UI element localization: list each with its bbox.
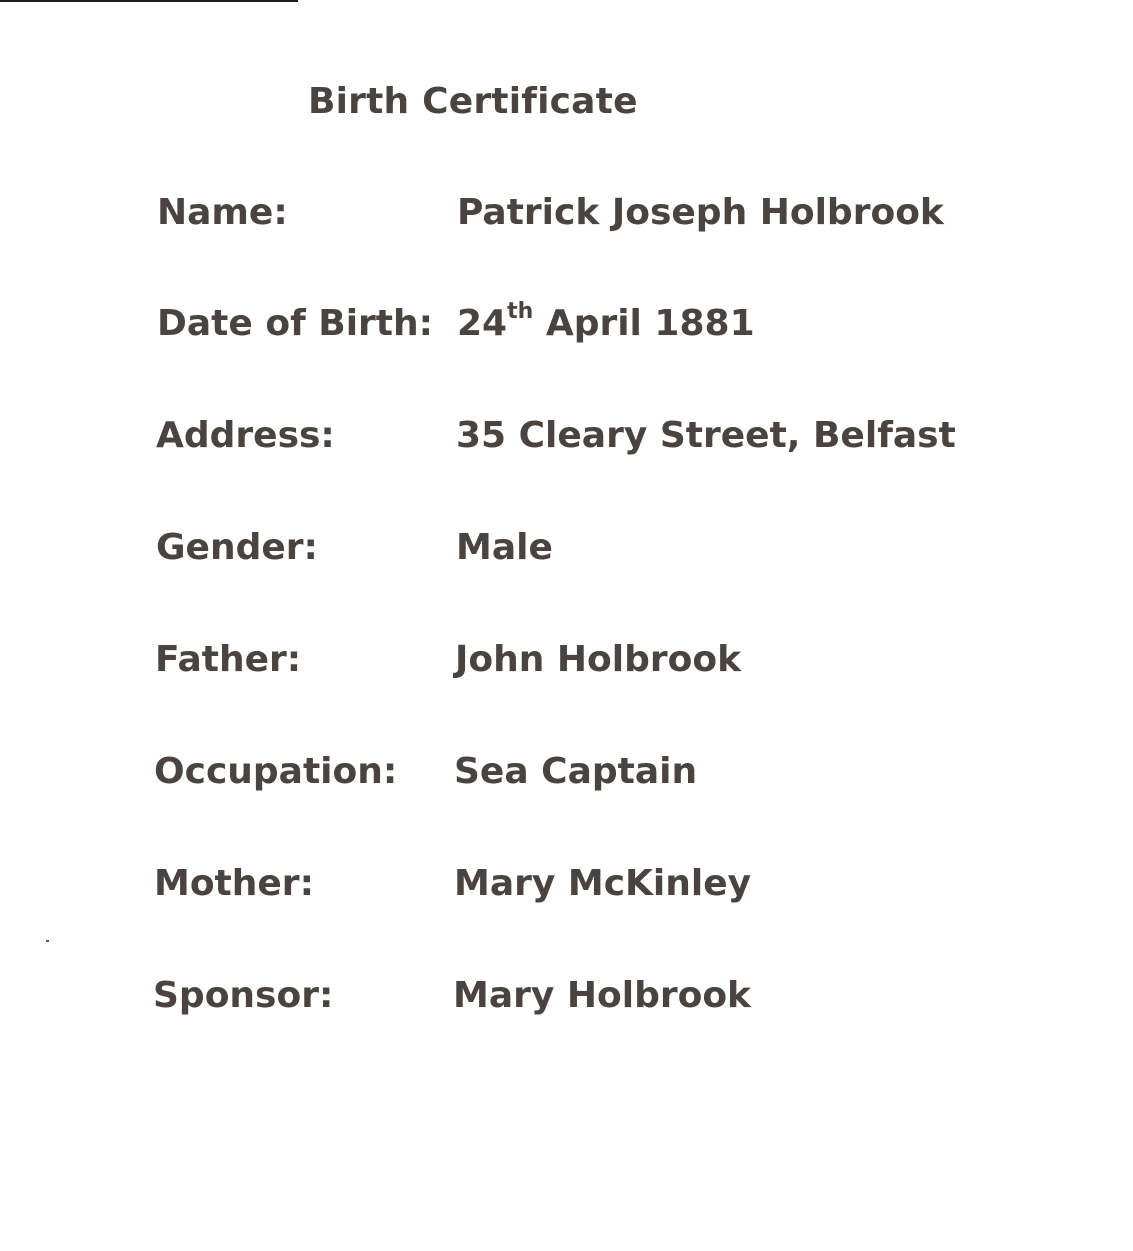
field-label-father: Father: — [155, 639, 302, 680]
field-label-mother: Mother: — [154, 863, 314, 904]
birth-day: 24 — [457, 303, 508, 344]
scan-edge-line — [0, 0, 298, 2]
birth-month-year: April 1881 — [533, 303, 755, 344]
field-value-father: John Holbrook — [455, 639, 742, 680]
field-value-mother: Mary McKinley — [454, 863, 752, 904]
document-title: Birth Certificate — [308, 81, 638, 122]
field-label-date-of-birth: Date of Birth: — [157, 303, 434, 344]
field-value-date-of-birth — [457, 300, 755, 348]
field-label-sponsor: Sponsor: — [153, 975, 334, 1016]
field-value-name: Patrick Joseph Holbrook — [457, 192, 944, 233]
field-label-gender: Gender: — [156, 527, 318, 568]
field-label-occupation: Occupation: — [154, 751, 398, 792]
field-value-sponsor: Mary Holbrook — [453, 975, 752, 1016]
field-label-address: Address: — [156, 415, 335, 456]
field-label-name: Name: — [157, 192, 288, 233]
scan-speck — [46, 940, 49, 942]
field-value-occupation: Sea Captain — [454, 751, 698, 792]
field-value-address: 35 Cleary Street, Belfast — [456, 415, 956, 456]
field-value-gender: Male — [456, 527, 553, 568]
birth-day-suffix: th — [507, 299, 534, 324]
